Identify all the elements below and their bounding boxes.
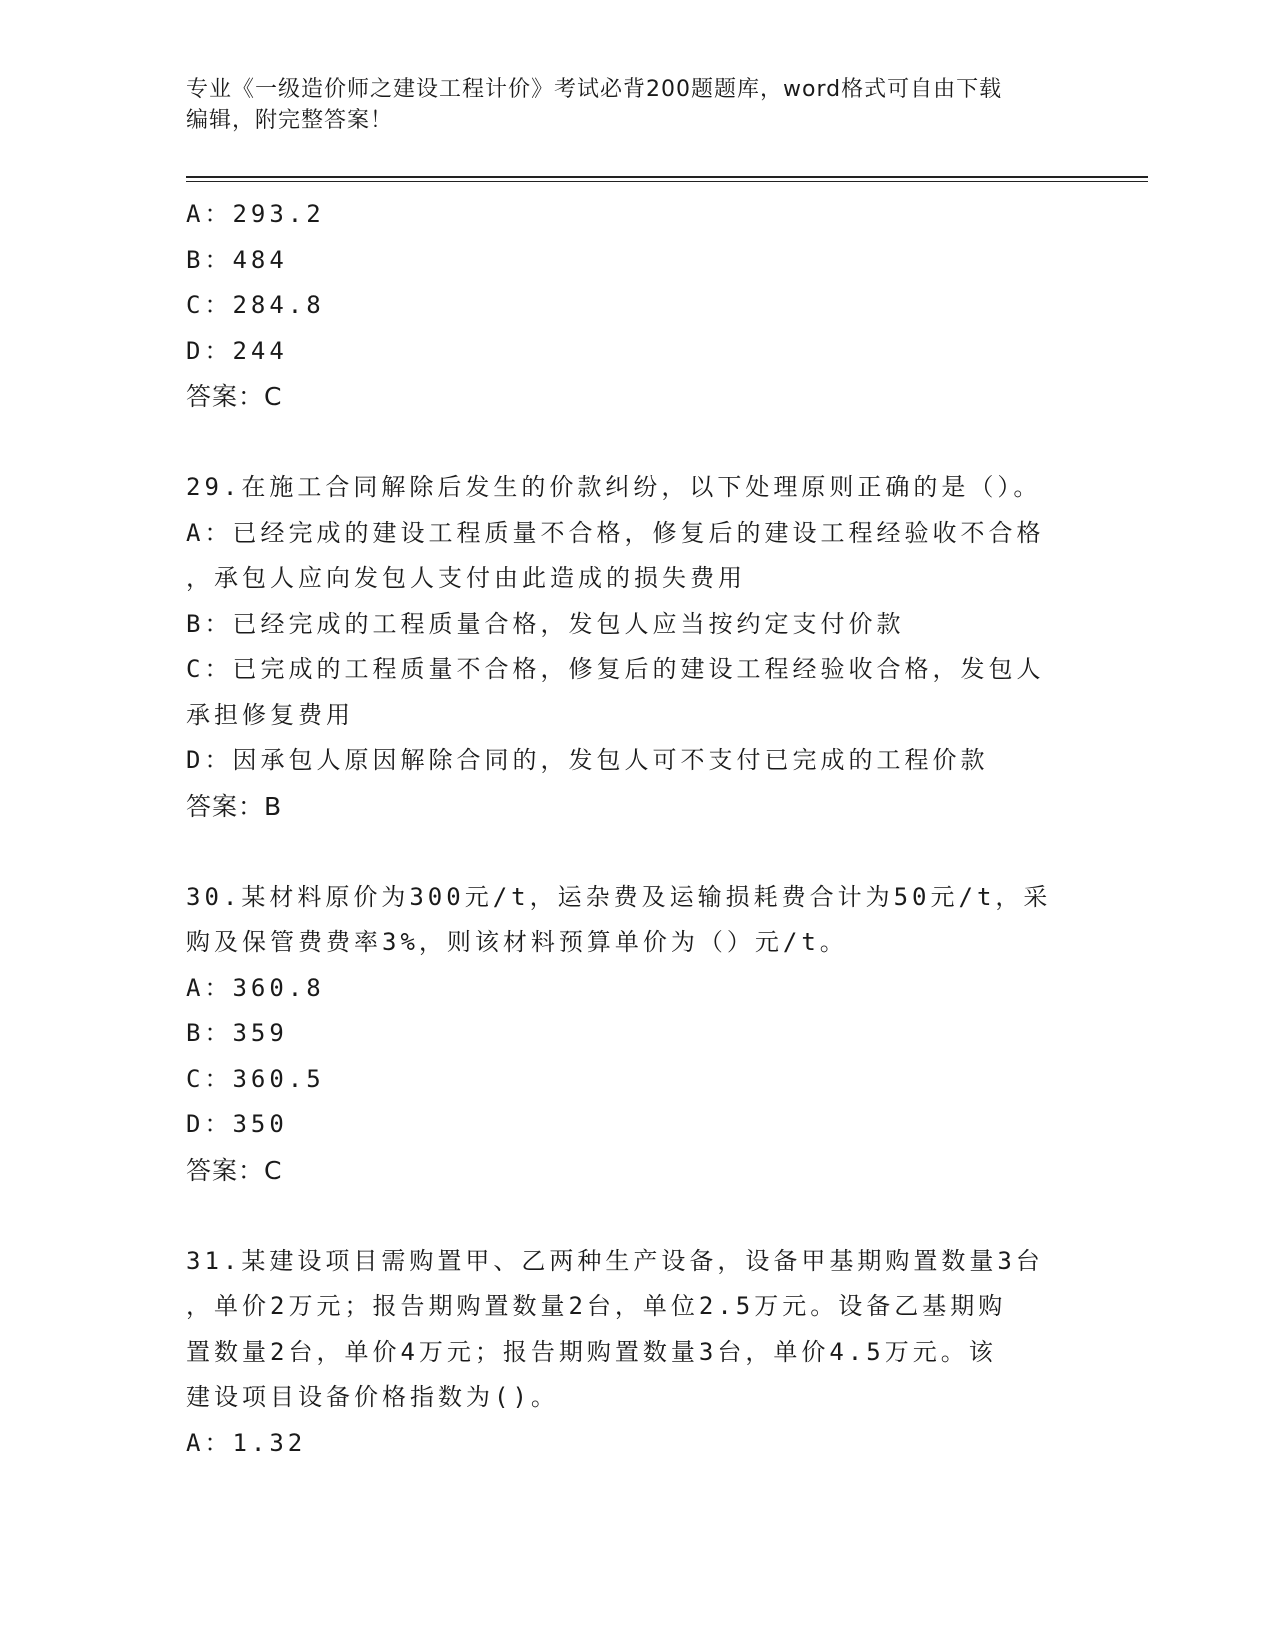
option-a: A：已经完成的建设工程质量不合格，修复后的建设工程经验收不合格 bbox=[186, 518, 1045, 547]
option-text: 1.32 bbox=[232, 1428, 307, 1457]
option-tag: C： bbox=[186, 1064, 233, 1093]
option-c: C：已完成的工程质量不合格，修复后的建设工程经验收合格，发包人 bbox=[186, 655, 1045, 683]
option-tag: A： bbox=[186, 1428, 233, 1457]
option-tag: D： bbox=[186, 1110, 233, 1138]
answer-28: 答案：C bbox=[186, 382, 283, 411]
document-header bbox=[186, 74, 1066, 136]
option-tag: C： bbox=[186, 291, 233, 319]
option-b: B：已经完成的工程质量合格，发包人应当按约定支付价款 bbox=[186, 609, 905, 638]
question-stem: 29.在施工合同解除后发生的价款纠纷，以下处理原则正确的是（）。 bbox=[186, 473, 1042, 501]
header-line-2: 编辑，附完整答案！ bbox=[186, 108, 394, 133]
option-c bbox=[186, 283, 1086, 329]
question-stem-continued: 购及保管费费率3%，则该材料预算单价为（）元/t。 bbox=[186, 928, 848, 956]
option-text: 484 bbox=[232, 245, 288, 274]
answer-30: 答案：C bbox=[186, 1155, 283, 1185]
option-text: 293.2 bbox=[232, 200, 325, 228]
header-rule-thin bbox=[186, 181, 1148, 182]
option-text: 244 bbox=[232, 336, 288, 365]
option-d bbox=[186, 1102, 1086, 1148]
header-line-1: 专业《一级造价师之建设工程计价》考试必背200题题库，word格式可自由下载 bbox=[186, 77, 1003, 102]
option-text: 350 bbox=[232, 1110, 288, 1138]
option-a bbox=[186, 192, 1086, 238]
question-stem-continued: 置数量2台，单价4万元；报告期购置数量3台，单价4.5万元。该 bbox=[186, 1337, 997, 1366]
option-a-continued: ，承包人应向发包人支付由此造成的损失费用 bbox=[186, 564, 746, 592]
spacer bbox=[186, 1193, 1086, 1239]
option-b bbox=[186, 1011, 1086, 1057]
question-31 bbox=[186, 1239, 1086, 1467]
option-d bbox=[186, 329, 1086, 375]
option-tag: A： bbox=[186, 973, 233, 1002]
option-text: 284.8 bbox=[232, 291, 325, 319]
question-30 bbox=[186, 875, 1086, 1194]
question-28-options bbox=[186, 192, 1086, 420]
question-stem: 31.某建设项目需购置甲、乙两种生产设备，设备甲基期购置数量3台 bbox=[186, 1246, 1044, 1275]
header-rule-thick bbox=[186, 176, 1148, 178]
spacer bbox=[186, 420, 1086, 466]
answer-29: 答案：B bbox=[186, 791, 283, 821]
question-stem: 30.某材料原价为300元/t，运杂费及运输损耗费合计为50元/t，采 bbox=[186, 882, 1052, 911]
option-d: D：因承包人原因解除合同的，发包人可不支付已完成的工程价款 bbox=[186, 746, 989, 774]
option-b bbox=[186, 238, 1086, 284]
option-tag: A： bbox=[186, 200, 233, 228]
question-list bbox=[186, 192, 1086, 1466]
spacer bbox=[186, 829, 1086, 875]
option-a bbox=[186, 966, 1086, 1012]
option-a bbox=[186, 1421, 1086, 1467]
question-29 bbox=[186, 465, 1086, 829]
option-tag: D： bbox=[186, 336, 233, 365]
option-tag: B： bbox=[186, 1019, 233, 1047]
question-stem-continued: ，单价2万元；报告期购置数量2台，单位2.5万元。设备乙基期购 bbox=[186, 1292, 1007, 1320]
option-text: 359 bbox=[232, 1019, 288, 1047]
option-tag: B： bbox=[186, 245, 233, 274]
option-text: 360.8 bbox=[232, 973, 325, 1002]
option-c-continued: 承担修复费用 bbox=[186, 700, 354, 729]
option-c bbox=[186, 1057, 1086, 1103]
question-stem-continued: 建设项目设备价格指数为()。 bbox=[186, 1383, 559, 1411]
option-text: 360.5 bbox=[232, 1064, 325, 1093]
